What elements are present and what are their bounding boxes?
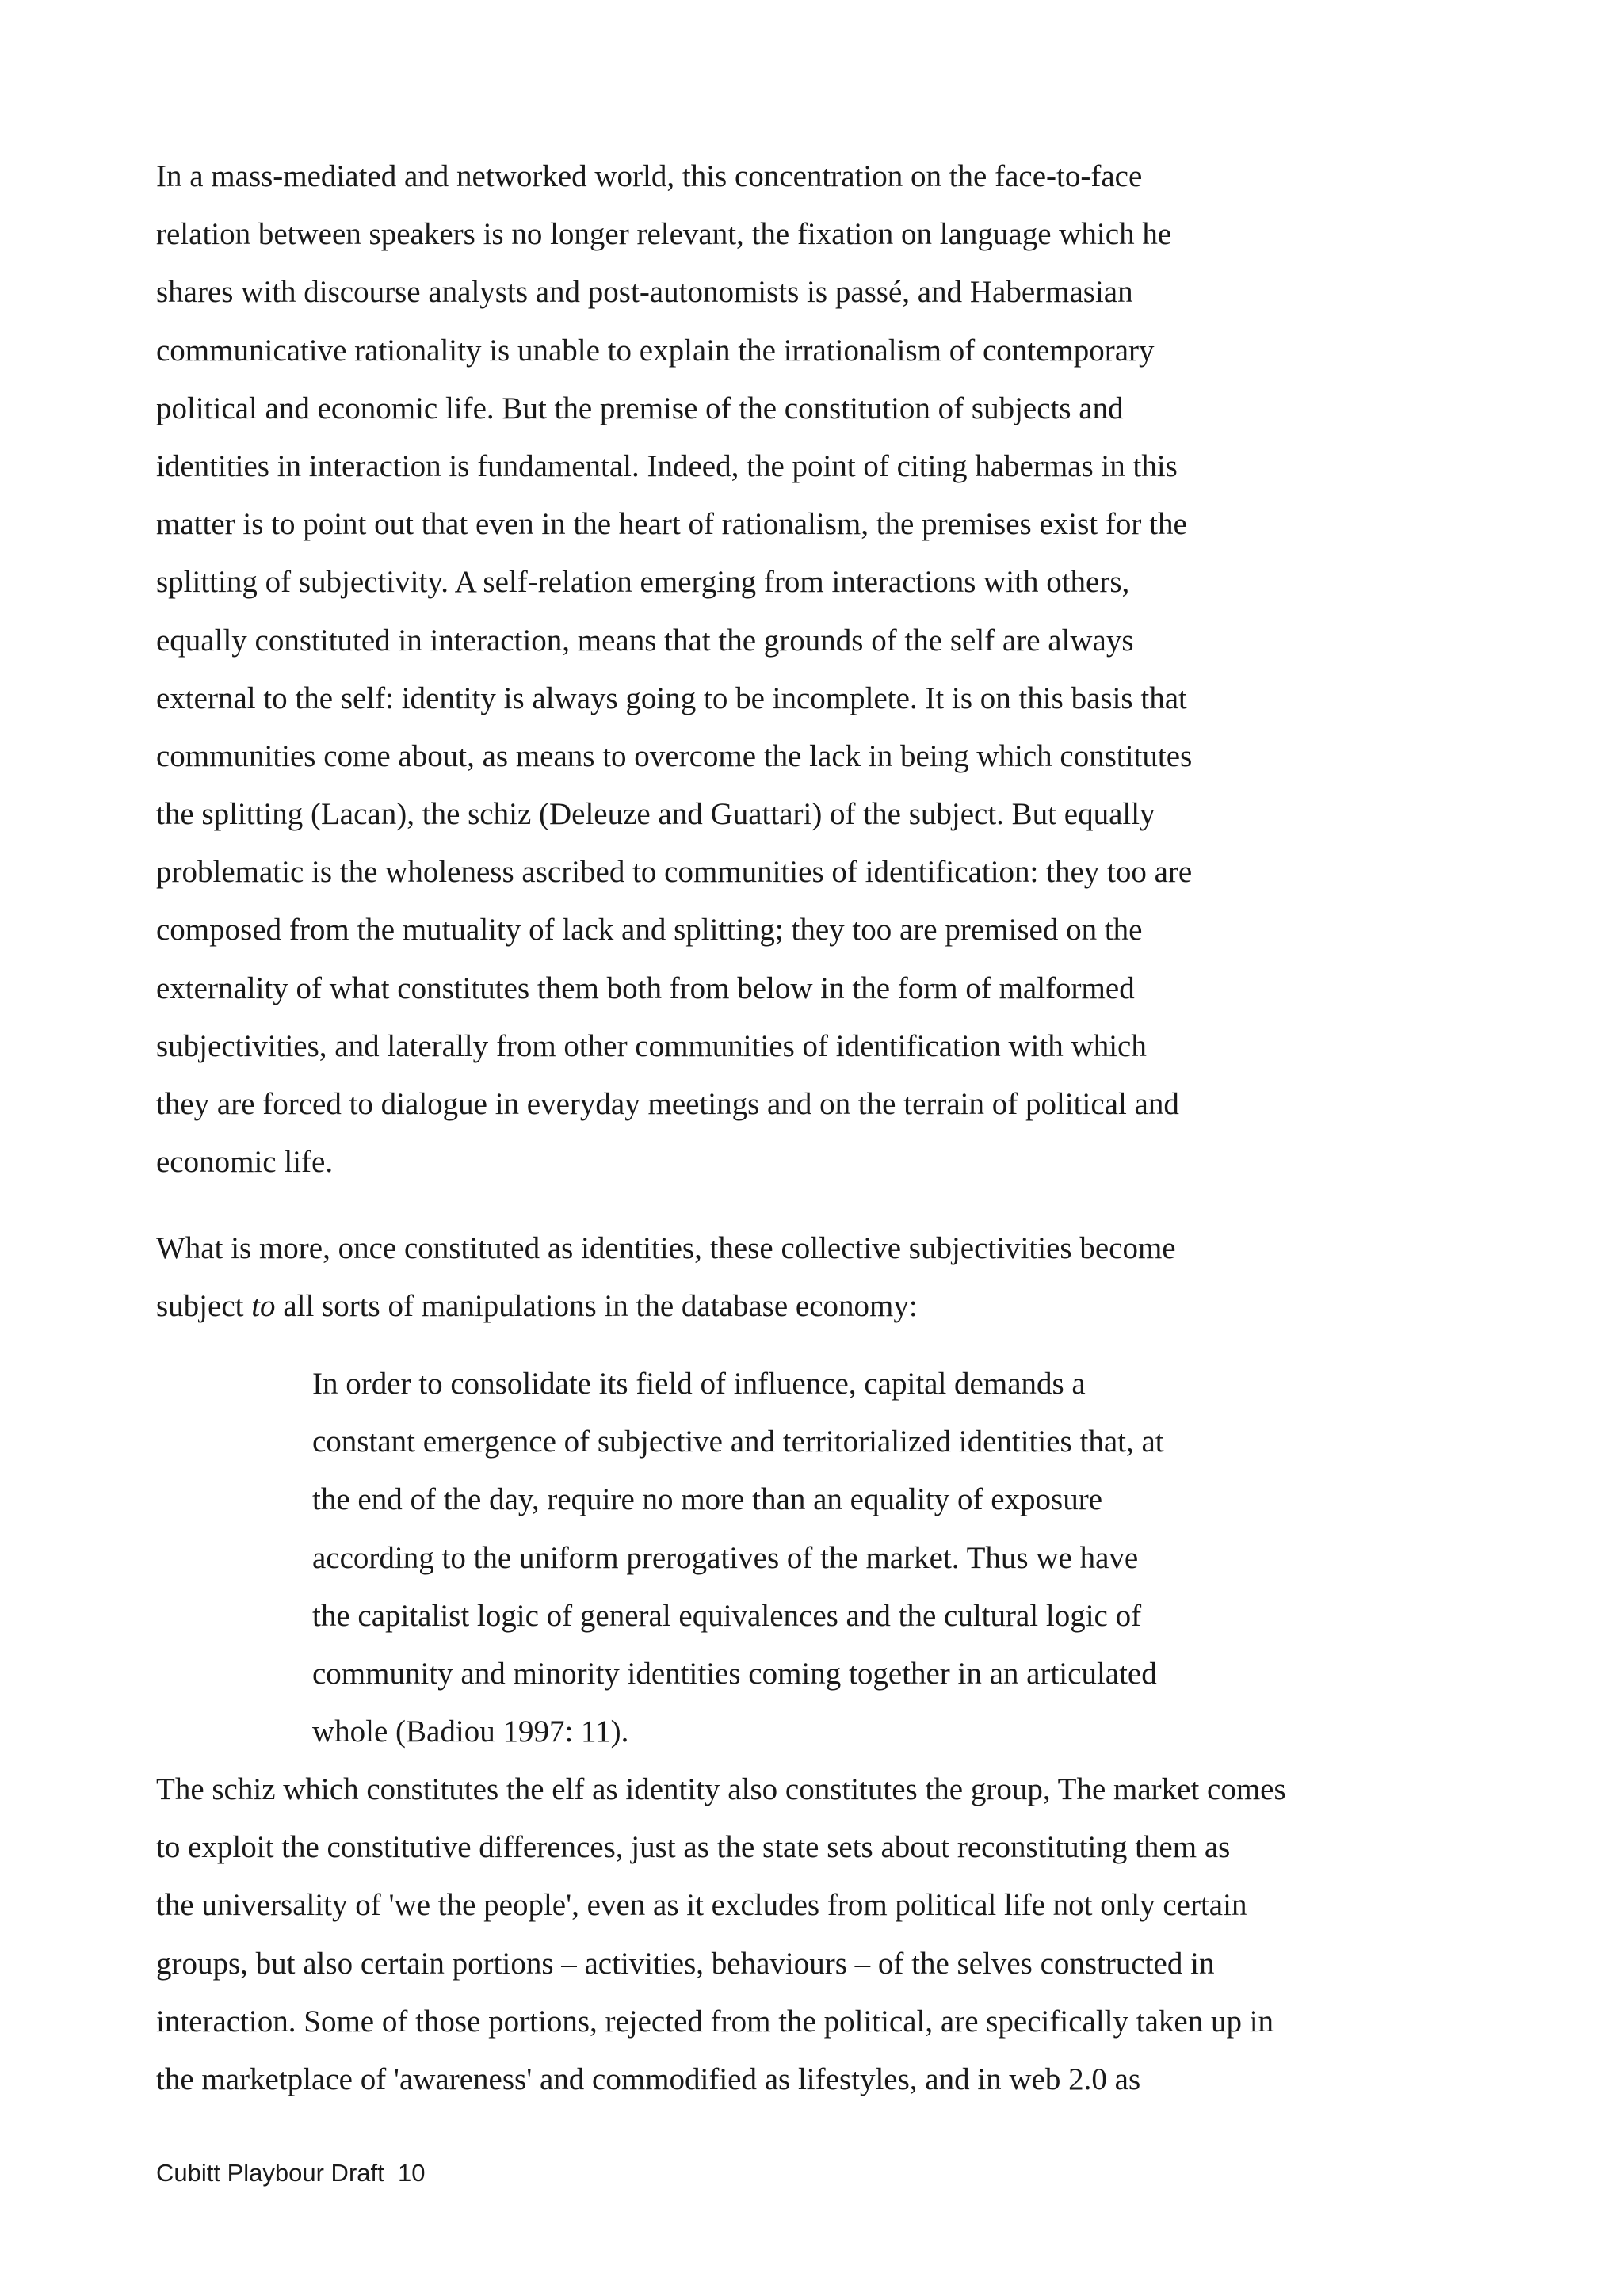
text-line: composed from the mutuality of lack and splitting; they too are premised on the xyxy=(156,913,1143,948)
text-line: equally constituted in interaction, means that the grounds of the self are always xyxy=(156,623,1134,658)
italic-text-run: to xyxy=(251,1289,276,1324)
text-line: What is more, once constituted as identities, these collective subjectivities become xyxy=(156,1231,1176,1265)
text-line: subjectivities, and laterally from other communities of identification with which xyxy=(156,1028,1147,1063)
text-line: externality of what constitutes them both from below in the form of malformed xyxy=(156,971,1135,1005)
quote-line: In order to consolidate its field of influence, capital demands a xyxy=(312,1367,1086,1401)
text-line: In a mass-mediated and networked world, this concentration on the face-to-face xyxy=(156,159,1143,193)
quote-line: according to the uniform prerogatives of the market. Thus we have xyxy=(312,1540,1139,1575)
text-line: identities in interaction is fundamental. Indeed, the point of citing habermas in this xyxy=(156,448,1178,483)
text-line: the splitting (Lacan), the schiz (Deleuze and Guattari) of the subject. But equally xyxy=(156,797,1155,832)
text-line: they are forced to dialogue in everyday meetings and on the terrain of political and xyxy=(156,1087,1179,1121)
text-line: to exploit the constitutive differences, just as the state sets about reconstituting them as xyxy=(156,1830,1231,1865)
text-line: the universality of 'we the people', even as it excludes from political life not only certain xyxy=(156,1888,1247,1923)
text-line: economic life. xyxy=(156,1145,334,1180)
text-line: groups, but also certain portions – activities, behaviours – of the selves constructed in xyxy=(156,1946,1215,1981)
text-line xyxy=(156,1277,1503,1335)
text-line: splitting of subjectivity. A self-relation emerging from interactions with others, xyxy=(156,565,1130,600)
quote-line: community and minority identities coming together in an articulated xyxy=(312,1656,1157,1691)
text-line: the marketplace of 'awareness' and commodified as lifestyles, and in web 2.0 as xyxy=(156,2061,1141,2096)
text-line: communities come about, as means to overcome the lack in being which constitutes xyxy=(156,738,1193,773)
block-quote xyxy=(312,1355,1422,1760)
text-line: communicative rationality is unable to explain the irrationalism of contemporary xyxy=(156,333,1155,368)
quote-line: whole (Badiou 1997: 11). xyxy=(312,1714,629,1749)
text-line: relation between speakers is no longer relevant, the fixation on language which he xyxy=(156,217,1172,252)
quote-line: constant emergence of subjective and territorialized identities that, at xyxy=(312,1425,1164,1459)
text-line: external to the self: identity is always going to be incomplete. It is on this basis that xyxy=(156,681,1187,715)
quote-line: the end of the day, require no more than an equality of exposure xyxy=(312,1482,1103,1517)
text-run: subject xyxy=(156,1289,252,1324)
quote-line: the capitalist logic of general equivalences and the cultural logic of xyxy=(312,1598,1142,1633)
body-paragraph-3 xyxy=(156,1760,1503,2108)
text-line: matter is to point out that even in the heart of rationalism, the premises exist for the xyxy=(156,507,1187,542)
body-paragraph-2 xyxy=(156,1219,1503,1335)
body-paragraph-1 xyxy=(156,147,1503,1191)
text-line: The schiz which constitutes the elf as identity also constitutes the group, The market comes xyxy=(156,1772,1286,1806)
text-run: all sorts of manipulations in the database economy: xyxy=(275,1289,918,1324)
text-line: shares with discourse analysts and post-autonomists is passé, and Habermasian xyxy=(156,275,1133,310)
text-line: interaction. Some of those portions, rejected from the political, are specifically taken up in xyxy=(156,2004,1274,2039)
page-footer: Cubitt Playbour Draft 10 xyxy=(156,2159,426,2187)
text-line: political and economic life. But the premise of the constitution of subjects and xyxy=(156,391,1124,425)
text-line: problematic is the wholeness ascribed to communities of identification: they too are xyxy=(156,855,1193,890)
